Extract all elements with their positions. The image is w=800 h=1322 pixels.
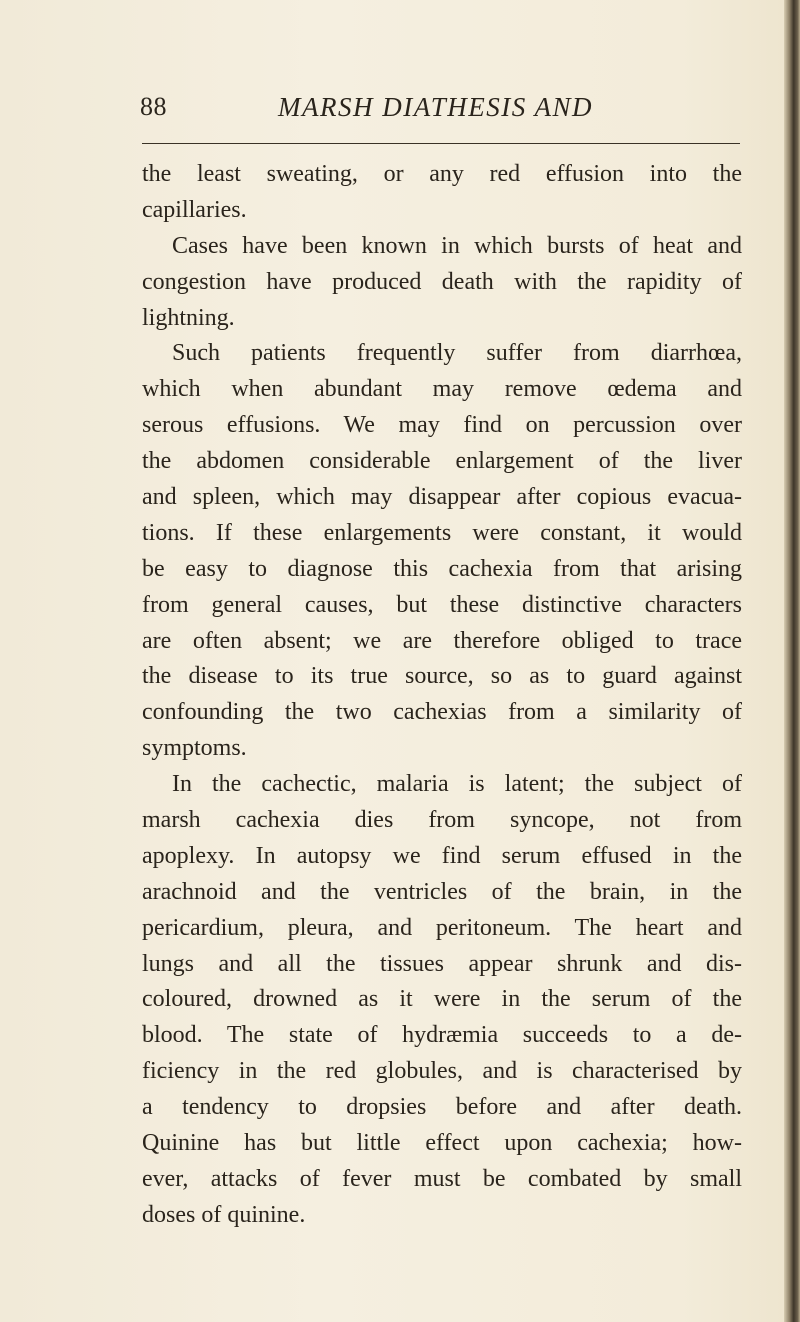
text-line: blood. The state of hydræmia succeeds to a de- — [142, 1022, 742, 1049]
text-line: arachnoid and the ventricles of the brain, in the — [142, 878, 742, 905]
text-line: serous effusions. We may find on percussion over — [142, 412, 742, 439]
text-line: pericardium, pleura, and peritoneum. The heart and — [142, 914, 742, 941]
text-line: Quinine has but little effect upon cachexia; how- — [142, 1130, 742, 1157]
text-line: a tendency to dropsies before and after death. — [142, 1094, 742, 1121]
text-line: apoplexy. In autopsy we find serum effused in the — [142, 842, 742, 869]
text-line: the least sweating, or any red effusion into the — [142, 161, 742, 187]
text-line: lungs and all the tissues appear shrunk and dis- — [142, 950, 742, 977]
text-line: tions. If these enlargements were constant, it would — [142, 519, 742, 546]
text-line: doses of quinine. — [142, 1201, 306, 1228]
header-rule — [142, 143, 740, 144]
text-line: be easy to diagnose this cachexia from that arising — [142, 555, 742, 582]
text-line: the abdomen considerable enlargement of the liver — [142, 448, 742, 475]
text-line: and spleen, which may disappear after copious evacua- — [142, 484, 742, 511]
text-line: ficiency in the red globules, and is characterised by — [142, 1058, 742, 1085]
text-line: coloured, drowned as it were in the serum of the — [142, 986, 742, 1013]
text-line: symptoms. — [142, 735, 247, 762]
text-line: the disease to its true source, so as to guard against — [142, 663, 742, 690]
running-head-title: MARSH DIATHESIS AND — [278, 92, 593, 122]
text-line: lightning. — [142, 304, 235, 331]
text-line: confounding the two cachexias from a similarity of — [142, 699, 742, 726]
text-line: Such patients frequently suffer from diarrhœa, — [172, 340, 742, 367]
text-line: are often absent; we are therefore obliged to trace — [142, 627, 742, 654]
text-line: capillaries. — [142, 196, 247, 223]
text-line: marsh cachexia dies from syncope, not from — [142, 807, 742, 834]
body-text — [142, 157, 742, 1234]
text-line: ever, attacks of fever must be combated by small — [142, 1165, 742, 1192]
text-line: congestion have produced death with the rapidity of — [142, 268, 742, 295]
page-edge-shadow — [784, 0, 800, 1322]
text-line: In the cachectic, malaria is latent; the subject of — [172, 771, 742, 798]
running-head — [140, 88, 740, 128]
text-line: from general causes, but these distinctive characters — [142, 591, 742, 618]
text-line: which when abundant may remove œdema and — [142, 376, 742, 403]
page-number: 88 — [140, 92, 167, 121]
text-line: Cases have been known in which bursts of heat and — [172, 232, 742, 259]
